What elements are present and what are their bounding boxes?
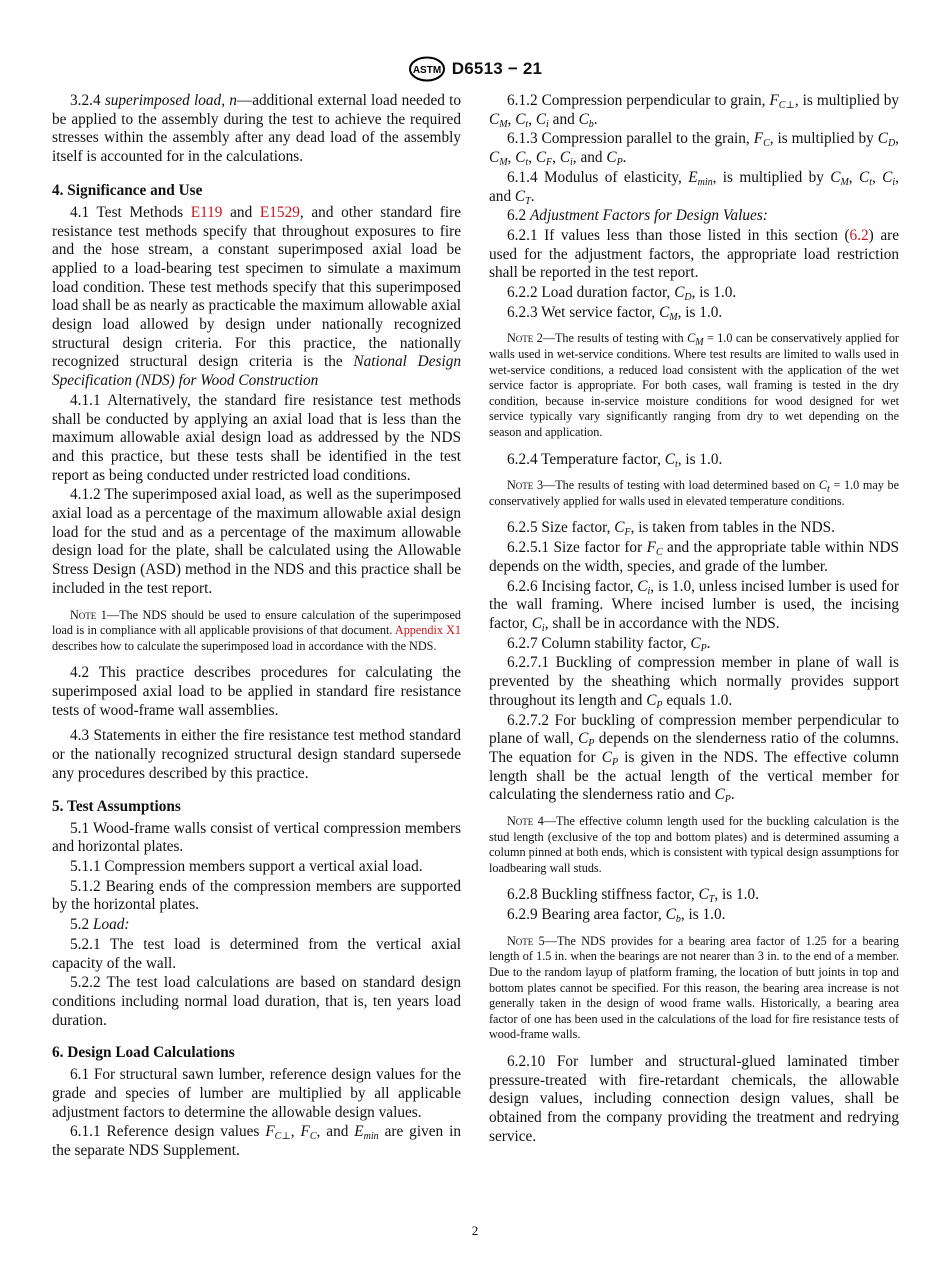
para-6-2-9: 6.2.9 Bearing area factor, $C_b$, is 1.0. xyxy=(507,906,726,926)
para-6-1-1: 6.1.1 Reference design values $F_{C\perp}$, $F_C$, and $E_{min}$ are given in the separate NDS Supplement. xyxy=(52,1123,461,1160)
note-3: Note 3—The results of testing with load determined based on $C_t = 1.0$ may be conservatively applied for walls used in elevated temperature conditions. xyxy=(489,478,899,508)
para-5-2: 5.2 Load: xyxy=(70,916,130,934)
para-6-2: 6.2 Adjustment Factors for Design Values: xyxy=(507,207,768,225)
para-6-2-7-2: 6.2.7.2 For buckling of compression member perpendicular to plane of wall, $C_P$ depends on the slenderness ratio of the columns. The equation for $C_P$ is given in the NDS. The effective column length shall be the actual length of the vertical member for calculating the slenderness ratio and $C_P$. xyxy=(489,711,900,806)
link-appendix-x1[interactable]: Appendix X1 xyxy=(394,623,461,638)
para-5-1-2: 5.1.2 Bearing ends of the compression members are supported by the horizontal plates. xyxy=(52,877,461,914)
page-number: 2 xyxy=(471,1223,479,1238)
section-5-heading: 5. Test Assumptions xyxy=(52,797,181,815)
para-6-1-4: 6.1.4 Modulus of elasticity, $E_{min}$, is multiplied by $C_M$, $C_t$, $C_i$, and $C_T$. xyxy=(489,168,899,207)
para-4-3: 4.3 Statements in either the fire resistance test method standard or the nationally recognized structural design standard supersede any procedures described by this practice. xyxy=(52,727,461,782)
para-3-2-4: 3.2.4 superimposed load, n—additional external load needed to be applied to the assembly during the test to achieve the required stresses within the assembly after any dead load of the assembly itself is accounted for in the calculations. xyxy=(52,92,462,166)
section-4-heading: 4. Significance and Use xyxy=(52,181,203,199)
para-4-1-2: 4.1.2 The superimposed axial load, as well as the superimposed axial load as a percentage of the maximum allowable axial design load for the stud and as a percentage of the maximum allowable design load for the plate, shall be calculated using the Allowable Stress Design (ASD) method in the NDS and this practice shall be included in the test report. xyxy=(52,486,461,597)
para-5-1: 5.1 Wood-frame walls consist of vertical compression members and horizontal plates. xyxy=(52,819,461,856)
svg-text:ASTM: ASTM xyxy=(412,65,441,76)
link-e1529[interactable]: E1529 xyxy=(259,203,300,221)
left-column xyxy=(52,92,461,1162)
para-6-2-7-1: 6.2.7.1 Buckling of compression member in plane of wall is prevented by the sheathing which normally provides support throughout its length and $C_P$ equals 1.0. xyxy=(489,654,899,711)
astm-logo-icon xyxy=(408,56,446,82)
para-6-2-4: 6.2.4 Temperature factor, $C_t$, is 1.0. xyxy=(507,450,723,470)
note-1: Note 1—The NDS should be used to ensure calculation of the superimposed load is in compliance with all applicable provisions of that document. Appendix X1 describes how to calculate the superimposed load in accordance with the NDS. xyxy=(52,607,462,653)
section-6-heading: 6. Design Load Calculations xyxy=(52,1044,235,1062)
note-4: Note 4—The effective column length used for the buckling calculation is the stud length (exclusive of the top and bottom plates) and is determined assuming a column pinned at both ends, which is consistent with typical design assumptions for loadbearing wall studs. xyxy=(489,814,899,875)
link-e119[interactable]: E119 xyxy=(190,203,223,221)
note-5: Note 5—The NDS provides for a bearing area factor of 1.25 for a bearing length of 1.5 in. when the bearings are not nearer than 3 in. to the end of a member. Due to the random layup of platform framing, the location of butt joints in top and bottom plates cannot be specified. For this reason, the bearing area increase is not generally taken in the design of wood frame walls. Historically, a bearing area factor of one has been used in the calculations of the load for fire resistance tests of wood-frame walls. xyxy=(489,933,899,1042)
link-6-2[interactable]: 6.2 xyxy=(849,226,869,244)
para-5-2-2: 5.2.2 The test load calculations are based on standard design conditions including normal load duration, that is, ten years load duration. xyxy=(52,974,461,1029)
page-header xyxy=(0,56,950,87)
para-6-2-10: 6.2.10 For lumber and structural-glued laminated timber pressure-treated with fire-retardant chemicals, the allowable design values, including connection design values, shall be obtained from the company providing the treatment and redrying service. xyxy=(489,1052,899,1145)
para-6-2-2: 6.2.2 Load duration factor, $C_D$, is 1.0. xyxy=(507,284,737,304)
para-4-1-1: 4.1.1 Alternatively, the standard fire resistance test methods shall be conducted by applying an axial load that is less than the maximum allowable axial design load as addressed by the NDS and this practice, but these tests shall be identified in the test report as being conducted under restricted load conditions. xyxy=(52,391,461,484)
document-id: D6513 − 21 xyxy=(451,59,543,78)
para-6-2-6: 6.2.6 Incising factor, $C_i$, is 1.0, unless incised lumber is used for the wall framing. Where incised lumber is used, the incising factor, $C_i$, shall be in accordance with the NDS. xyxy=(489,577,899,634)
note-2: Note 2—The results of testing with $C_M = 1.0$ can be conservatively applied for walls used in wet-service conditions. Where test results are limited to walls used in wet-service conditions, a reduced load consistent with the application of the wet service factor is appropriate. For both cases, wall framing is tested in the dry condition, because in-service moisture conditions for wood designed for wet service typically vary significantly ranging from dry to wet depending on the season and application. xyxy=(489,331,899,439)
para-6-1: 6.1 For structural sawn lumber, reference design values for the grade and species of lumber are multiplied by all applicable adjustment factors to determine the allowable design values. xyxy=(52,1066,461,1121)
para-4-1: 4.1 Test Methods E119 and E1529, and other standard fire resistance test methods specify that throughout exposures to fire and the hose stream, a constant superimposed axial load be applied to a load-bearing test specimen to simulate a maximum load condition. These test methods specify that this superimposed load shall be as nearly as practicable the maximum allowable axial design load allowed by design under nationally recognized structural design criteria. For this practice, the nationally recognized structural design criteria is the National Design Specification (NDS) for Wood Construction xyxy=(52,203,462,390)
para-6-2-5: 6.2.5 Size factor, $C_F$, is taken from tables in the NDS. xyxy=(507,519,835,539)
para-6-2-1: 6.2.1 If values less than those listed in this section (6.2) are used for the adjustment factors, the appropriate load restriction shall be reported in the test report. xyxy=(489,226,899,282)
right-column xyxy=(489,92,899,1147)
para-6-2-7: 6.2.7 Column stability factor, $C_P$. xyxy=(507,634,711,654)
para-4-2: 4.2 This practice describes procedures for calculating the superimposed axial load to be applied in standard fire resistance tests of wood-frame wall assemblies. xyxy=(52,664,461,719)
para-6-1-2: 6.1.2 Compression perpendicular to grain, $F_{C\perp}$, is multiplied by $C_M$, $C_t$, $C_i$ and $C_b$. xyxy=(489,92,899,130)
para-6-2-3: 6.2.3 Wet service factor, $C_M$, is 1.0. xyxy=(507,303,723,323)
para-5-1-1: 5.1.1 Compression members support a vertical axial load. xyxy=(70,857,423,875)
para-6-1-3: 6.1.3 Compression parallel to the grain, $F_C$, is multiplied by $C_D$, $C_M$, $C_t$, $C_F$, $C_i$, and $C_P$. xyxy=(489,130,899,169)
para-6-2-5-1: 6.2.5.1 Size factor for $F_C$ and the appropriate table within NDS depends on the width, species, and grade of the lumber. xyxy=(489,539,899,575)
para-5-2-1: 5.2.1 The test load is determined from the vertical axial capacity of the wall. xyxy=(52,935,461,972)
para-6-2-8: 6.2.8 Buckling stiffness factor, $C_T$, is 1.0. xyxy=(507,886,759,906)
